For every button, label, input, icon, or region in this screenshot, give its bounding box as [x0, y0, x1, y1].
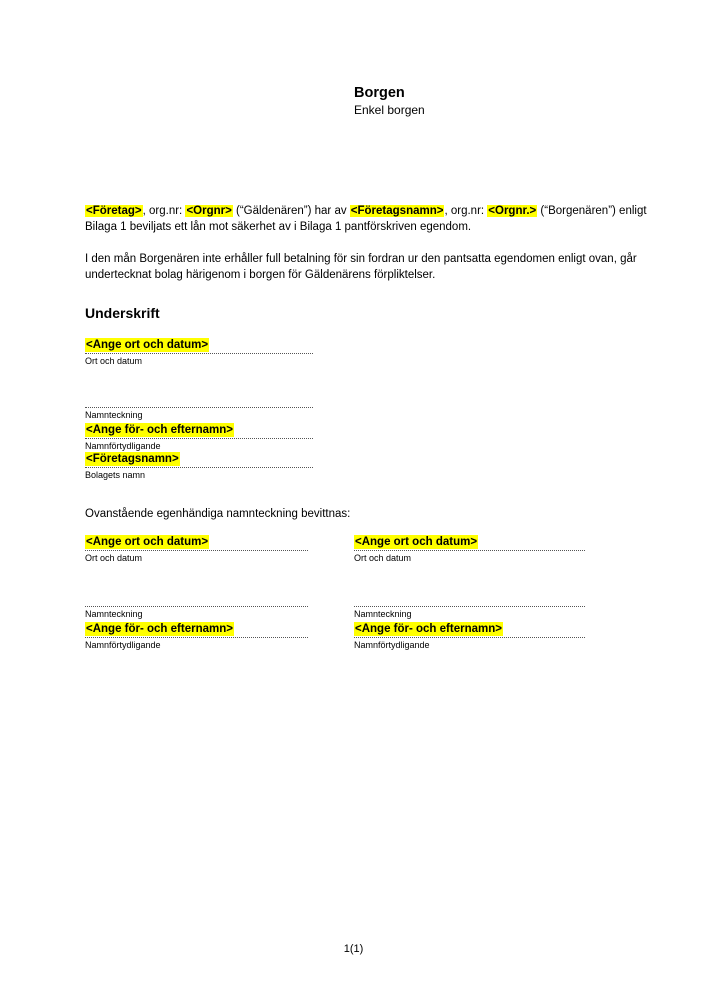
- placeholder-namn[interactable]: <Ange för- och efternamn>: [86, 424, 233, 436]
- signature-sign-line: [85, 407, 313, 420]
- placeholder-row: [85, 423, 313, 438]
- signature-place-date-field: [85, 338, 313, 366]
- signature-company-field: [85, 452, 313, 480]
- document-title: Borgen: [354, 85, 405, 101]
- placeholder-ort-datum[interactable]: <Ange ort och datum>: [355, 536, 478, 548]
- document-subtitle: Enkel borgen: [354, 103, 425, 117]
- witness-intro: Ovanstående egenhändiga namnteckning bevittnas:: [85, 508, 351, 520]
- placeholder-row: [85, 338, 313, 353]
- dotted-line: [85, 438, 313, 439]
- witness-column-left: [85, 535, 308, 655]
- intro-text-2: (“Gäldenären”) har av: [232, 205, 350, 217]
- placeholder-namn[interactable]: <Ange för- och efternamn>: [355, 623, 502, 635]
- field-label: Ort och datum: [354, 553, 412, 563]
- intro-text-4: (“Borgenären”) enligt Bilaga 1 beviljats ett lån mot säkerhet av i Bilaga 1 pantförskriven egendom.: [85, 205, 647, 233]
- field-label: Namnteckning: [85, 609, 143, 619]
- dotted-line: [85, 353, 313, 354]
- witness-right-name-field: [354, 622, 585, 650]
- dotted-line[interactable]: [85, 606, 308, 607]
- dotted-line: [85, 550, 308, 551]
- dotted-line[interactable]: [85, 407, 313, 408]
- intro-text-3: , org.nr:: [444, 205, 488, 217]
- placeholder-foretag[interactable]: <Företag>: [86, 205, 142, 217]
- placeholder-row: [354, 622, 585, 637]
- placeholder-orgnr[interactable]: <Orgnr>: [186, 205, 232, 217]
- field-label: Namnteckning: [354, 609, 412, 619]
- intro-paragraph: [85, 203, 655, 235]
- signature-heading: Underskrift: [85, 305, 160, 321]
- placeholder-foretagsnamn-signature[interactable]: <Företagsnamn>: [86, 453, 179, 465]
- dotted-line: [354, 550, 585, 551]
- field-label: Bolagets namn: [85, 470, 146, 480]
- placeholder-ort-datum[interactable]: <Ange ort och datum>: [86, 536, 209, 548]
- witness-column-right: [354, 535, 585, 655]
- witness-left-sign-line: [85, 606, 308, 619]
- placeholder-orgnr-2[interactable]: <Orgnr.>: [488, 205, 537, 217]
- witness-left-place-date-field: [85, 535, 308, 563]
- witness-right-sign-line: [354, 606, 585, 619]
- field-label: Namnförtydligande: [85, 441, 161, 451]
- field-label: Ort och datum: [85, 356, 143, 366]
- placeholder-ort-datum[interactable]: <Ange ort och datum>: [86, 339, 209, 351]
- signature-name-field: [85, 423, 313, 451]
- witness-left-name-field: [85, 622, 308, 650]
- field-label: Namnförtydligande: [354, 640, 430, 650]
- placeholder-row: [85, 535, 308, 550]
- field-label: Ort och datum: [85, 553, 143, 563]
- placeholder-row: [85, 622, 308, 637]
- witness-right-place-date-field: [354, 535, 585, 563]
- title-block: [354, 85, 425, 118]
- body-paragraph: I den mån Borgenären inte erhåller full betalning för sin fordran ur den pantsatta egendomen enligt ovan, går undertecknat bolag härigenom i borgen för Gäldenärens förpliktelser.: [85, 253, 637, 281]
- placeholder-foretagsnamn[interactable]: <Företagsnamn>: [350, 205, 444, 217]
- field-label: Namnförtydligande: [85, 640, 161, 650]
- dotted-line[interactable]: [354, 606, 585, 607]
- placeholder-namn[interactable]: <Ange för- och efternamn>: [86, 623, 233, 635]
- page-number: 1(1): [343, 943, 364, 955]
- dotted-line: [85, 637, 308, 638]
- placeholder-row: [354, 535, 585, 550]
- dotted-line: [354, 637, 585, 638]
- placeholder-row: [85, 452, 313, 467]
- field-label: Namnteckning: [85, 410, 143, 420]
- intro-text-1: , org.nr:: [142, 205, 186, 217]
- dotted-line: [85, 467, 313, 468]
